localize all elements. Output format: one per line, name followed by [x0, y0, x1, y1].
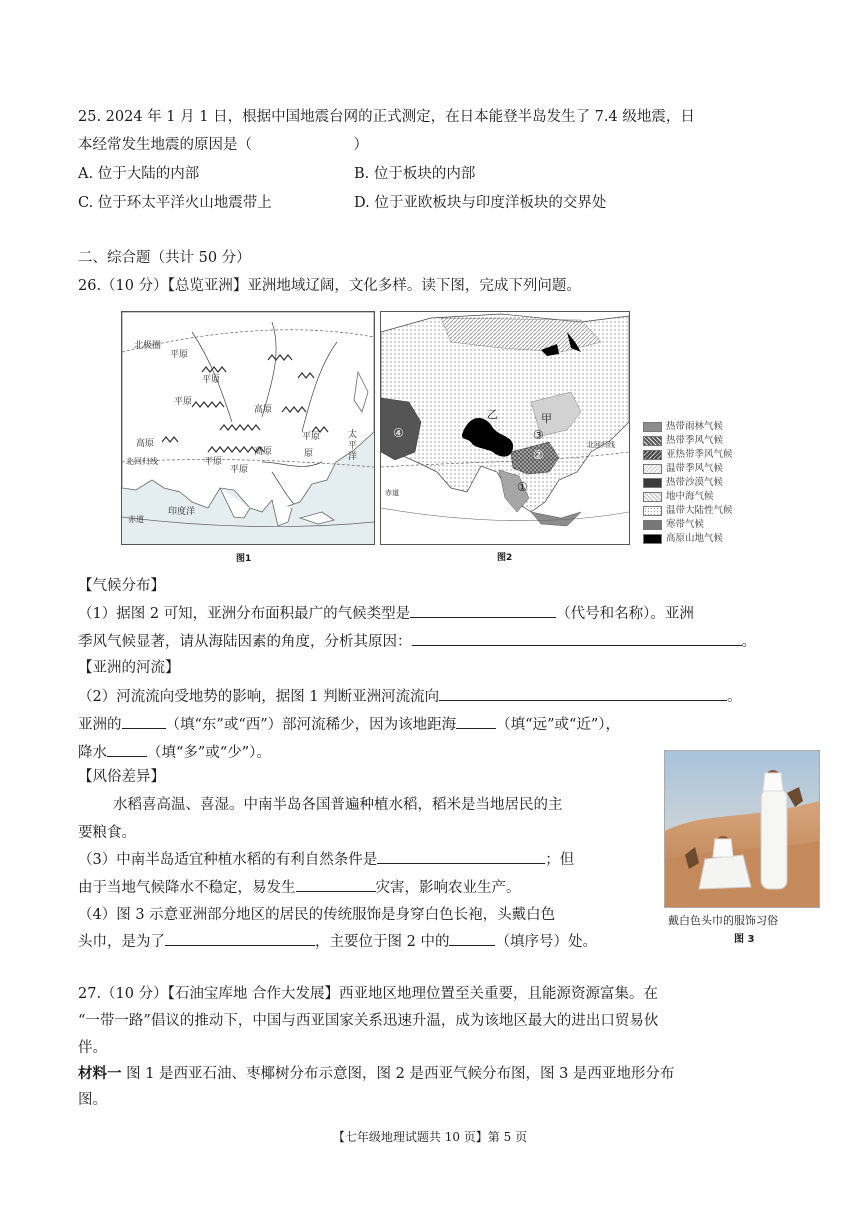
q25-option-b: B. 位于板块的内部: [354, 166, 476, 182]
fig1-label-plain: 平原: [170, 350, 189, 360]
q26-part3-text: 灾害，影响农业生产。: [375, 880, 521, 896]
legend-label: 亚热带季风气候: [666, 449, 733, 460]
legend-swatch: [643, 492, 662, 502]
q27-stem-line1: 27.（10 分）【石油宝库地 合作大发展】西亚地区地理位置至关重要，且能源资源富集。在: [78, 986, 658, 1002]
legend-item: [643, 530, 723, 542]
legend-label: 温带季风气候: [666, 463, 724, 474]
legend-item: [643, 432, 723, 444]
legend-item: [643, 474, 723, 486]
fig1-label-indian-ocean: 印度洋: [168, 507, 196, 517]
answer-blank[interactable]: [122, 713, 166, 729]
fig1-label-equator: 赤道: [128, 515, 144, 524]
q26-part3-line2: [78, 876, 521, 899]
fig1-label-plateau: 高原: [254, 447, 273, 457]
answer-blank[interactable]: [377, 848, 545, 864]
q25-stem-line2: 本经常发生地震的原因是（ ）: [78, 137, 368, 153]
fig2-label-yi: 乙: [487, 408, 498, 421]
q26-part3-text: 由于当地气候降水不稳定，易发生: [78, 880, 296, 896]
fig1-label-plain: 平原: [174, 397, 193, 407]
legend-swatch: [643, 464, 662, 474]
q26-part1-text: （代号和名称）。亚洲: [556, 606, 694, 622]
figure-1-caption: 图1: [236, 554, 252, 564]
legend-swatch: [643, 422, 662, 432]
legend-swatch: [643, 450, 662, 460]
legend-label: 热带沙漠气候: [666, 477, 724, 488]
legend-label: 地中海气候: [666, 491, 714, 502]
fig1-label-plain: 平原: [204, 457, 223, 467]
answer-blank[interactable]: [165, 930, 315, 946]
q26-intro: 26.（10 分）【总览亚洲】亚洲地域辽阔，文化多样。读下图，完成下列问题。: [78, 278, 581, 294]
q26-part4-text: 头巾，是为了: [78, 934, 165, 950]
legend-swatch: [643, 478, 662, 488]
answer-blank[interactable]: [107, 741, 147, 757]
answer-blank[interactable]: [296, 876, 376, 892]
answer-blank[interactable]: [449, 930, 495, 946]
figure-2-asia-climate-map: [380, 311, 630, 545]
legend-label: 热带季风气候: [666, 435, 724, 446]
heading-climate-distribution: 【气候分布】: [78, 578, 165, 594]
figure-3-label: 图 3: [734, 934, 755, 945]
q26-part2-line3: [78, 741, 271, 764]
fig1-label-plateau: 高原: [136, 439, 155, 449]
q25-stem-line1: 25. 2024 年 1 月 1 日，根据中国地震台网的正式测定，在日本能登半岛发生了 7.4 级地震，日: [78, 109, 695, 125]
heading-asian-rivers: 【亚洲的河流】: [78, 660, 180, 676]
answer-blank[interactable]: [410, 602, 556, 618]
q26-part3-text: （3）中南半岛适宜种植水稻的有利自然条件是: [78, 852, 378, 868]
legend-swatch: [643, 506, 662, 516]
q26-part2-text: （填“远”或“近”），: [496, 717, 621, 733]
legend-label: 温带大陆性气候: [666, 505, 733, 516]
figure-2-caption: 图2: [497, 553, 513, 563]
legend-swatch: [643, 520, 662, 530]
fig1-label-tropic-of-cancer: 北回归线: [126, 457, 158, 466]
legend-item: [643, 488, 714, 500]
q26-part4-line1: （4）图 3 示意亚洲部分地区的居民的传统服饰是身穿白色长袍，头戴白色: [78, 907, 556, 923]
legend-label: 寒带气候: [666, 519, 705, 530]
section-heading: 二、综合题（共计 50 分）: [78, 250, 251, 266]
legend-item: [643, 516, 704, 528]
figure-1-asia-terrain-map: [121, 311, 375, 545]
fig2-label-4: ④: [393, 426, 404, 440]
legend-item: [643, 460, 723, 472]
q25-option-d: D. 位于亚欧板块与印度洋板块的交界处: [354, 195, 607, 211]
figure-3-caption: 戴白色头巾的服饰习俗: [668, 914, 778, 927]
fig2-label-2: ②: [533, 448, 544, 462]
q26-part4-text: （填序号）处。: [495, 934, 597, 950]
q26-part2-text: 亚洲的: [78, 717, 122, 733]
q26-part2-text: （填“东”或“西”）部河流稀少，因为该地距海: [165, 717, 457, 733]
answer-blank[interactable]: [439, 685, 727, 701]
q26-part1-text: 。: [741, 634, 756, 650]
q26-part2-text: 降水: [78, 745, 107, 761]
q26-part2-text: （填“多”或“少”）。: [147, 745, 271, 761]
legend-item: [643, 446, 733, 458]
fig2-label-jia: 甲: [541, 412, 552, 425]
legend-swatch: [643, 436, 662, 446]
q27-stem-line3: 伴。: [78, 1040, 107, 1056]
fig2-label-1: ①: [517, 480, 528, 494]
q26-part4-text: ，主要位于图 2 中的: [315, 934, 450, 950]
rice-paragraph-line2: 要粮食。: [78, 825, 136, 841]
q25-option-a: A. 位于大陆的内部: [78, 166, 200, 182]
q26-part2-line2: [78, 713, 620, 736]
legend-label: 高原山地气候: [666, 533, 724, 544]
q26-part1-text: 季风气候显著，请从海陆因素的角度，分析其原因：: [78, 634, 412, 650]
q26-part1-text: （1）据图 2 可知，亚洲分布面积最广的气候类型是: [78, 606, 411, 622]
legend-swatch: [643, 534, 662, 544]
fig1-label-pacific: 太平洋: [348, 430, 358, 462]
q26-part1-line1: [78, 602, 694, 625]
fig1-label-plain: 平原: [202, 375, 221, 385]
answer-blank[interactable]: [456, 713, 496, 729]
heading-custom-differences: 【风俗差异】: [78, 769, 165, 785]
q26-part2-text: （2）河流流向受地势的影响，据图 1 判断亚洲河流流向: [78, 689, 440, 705]
fig1-label-plain: 平原: [230, 465, 249, 475]
answer-blank[interactable]: [412, 630, 742, 646]
legend-label: 热带雨林气候: [666, 421, 724, 432]
fig2-label-equator: 赤道: [385, 489, 399, 497]
legend-item: [643, 502, 733, 514]
q26-part2-line1: [78, 685, 742, 708]
fig1-label-plateau: 高原: [254, 405, 273, 415]
fig1-label-plain: 平原: [302, 432, 321, 442]
fig1-label-arctic-circle: 北极圈: [134, 341, 162, 351]
rice-paragraph-line1: 水稻喜高温、喜湿。中南半岛各国普遍种植水稻，稻米是当地居民的主: [113, 797, 563, 813]
fig2-label-tropic-of-cancer: 北回归线: [587, 441, 615, 449]
fig1-label-plain: 原: [304, 449, 314, 459]
q25-option-c: C. 位于环太平洋火山地震带上: [78, 195, 272, 211]
fig2-label-3: ③: [533, 428, 544, 442]
q27-material-1-line2: 图。: [78, 1092, 107, 1108]
legend-item: [643, 418, 723, 430]
figure-3-photo: [664, 750, 820, 908]
material-label: 材料一: [78, 1066, 122, 1082]
q26-part2-text: 。: [727, 689, 742, 705]
q26-part1-line2: [78, 630, 756, 653]
q26-part3-text: ；但: [545, 852, 575, 868]
q27-material-1: [78, 1063, 674, 1085]
q27-stem-line2: “一带一路”倡议的推动下，中国与西亚国家关系迅速升温，成为该地区最大的进出口贸易伙: [78, 1013, 659, 1029]
page-footer: 【七年级地理试题共 10 页】第 5 页: [332, 1130, 528, 1144]
material-text: 图 1 是西亚石油、枣椰树分布示意图，图 2 是西亚气候分布图，图 3 是西亚地形分布: [121, 1066, 675, 1082]
q26-part3-line1: [78, 848, 574, 871]
q26-part4-line2: [78, 930, 597, 953]
